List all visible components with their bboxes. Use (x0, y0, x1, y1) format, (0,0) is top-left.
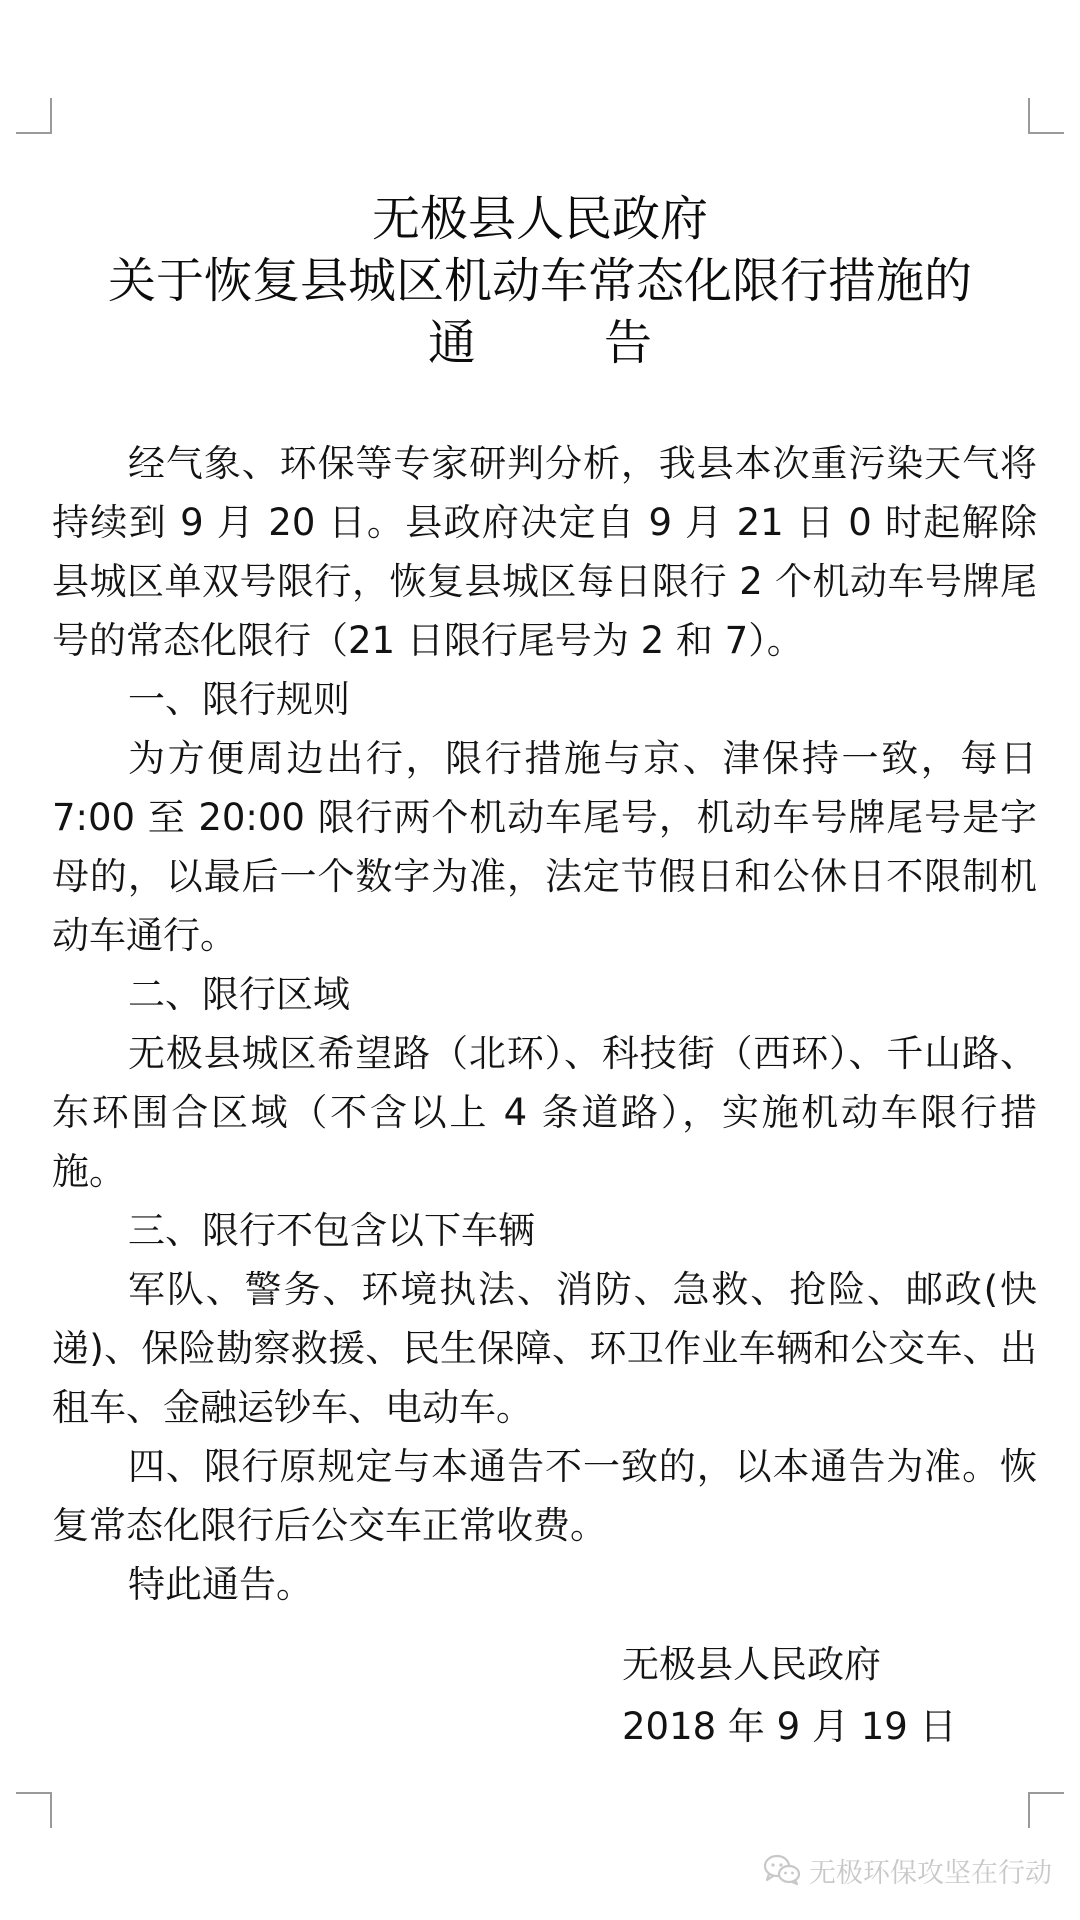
wechat-icon (763, 1854, 801, 1886)
signature-block (622, 1634, 1042, 1758)
section-1-heading: 一、限行规则 (128, 678, 350, 721)
account-watermark (763, 1852, 1052, 1888)
section-1-text: 为方便周边出行，限行措施与京、津保持一致，每日 7:00 至 20:00 限行两个机动车尾号，机动车号牌尾号是字母的，以最后一个数字为准，法定节假日和公休日不限制机动车通行。 (52, 737, 1037, 957)
notice-title (40, 188, 1040, 374)
section-4-text: 四、限行原规定与本通告不一致的，以本通告为准。恢复常态化限行后公交车正常收费。 (52, 1445, 1037, 1547)
watermark-text: 无极环保攻坚在行动 (809, 1857, 1052, 1889)
signature-date: 2018 年 9 月 19 日 (622, 1705, 957, 1748)
intro-paragraph: 经气象、环保等专家研判分析，我县本次重污染天气将持续到 9 月 20 日。县政府决定自 9 月 21 日 0 时起解除县城区单双号限行，恢复县城区每日限行 2 个机动车号牌尾号的常态化限行（21 日限行尾号为 2 和 7）。 (52, 442, 1037, 662)
crop-mark-bottom-right (1028, 1792, 1064, 1828)
section-2-text: 无极县城区希望路（北环）、科技街（西环）、千山路、东环围合区域（不含以上 4 条道路），实施机动车限行措施。 (52, 1032, 1037, 1193)
title-issuer: 无极县人民政府 (371, 191, 708, 247)
signature-org: 无极县人民政府 (622, 1643, 881, 1686)
section-3-heading: 三、限行不包含以下车辆 (128, 1209, 535, 1252)
closing-line: 特此通告。 (128, 1563, 313, 1606)
title-char-gao: 告 (604, 315, 653, 371)
crop-mark-top-right (1028, 98, 1064, 134)
crop-mark-top-left (16, 98, 52, 134)
title-char-tong: 通 (427, 315, 476, 371)
crop-mark-bottom-left (16, 1792, 52, 1828)
section-3-text: 军队、警务、环境执法、消防、急救、抢险、邮政(快递)、保险勘察救援、民生保障、环卫作业车辆和公交车、出租车、金融运钞车、电动车。 (52, 1268, 1037, 1429)
title-subject: 关于恢复县城区机动车常态化限行措施的 (107, 253, 972, 309)
title-notice-word (40, 312, 1040, 374)
section-2-heading: 二、限行区域 (128, 973, 350, 1016)
notice-body (52, 434, 1037, 1614)
